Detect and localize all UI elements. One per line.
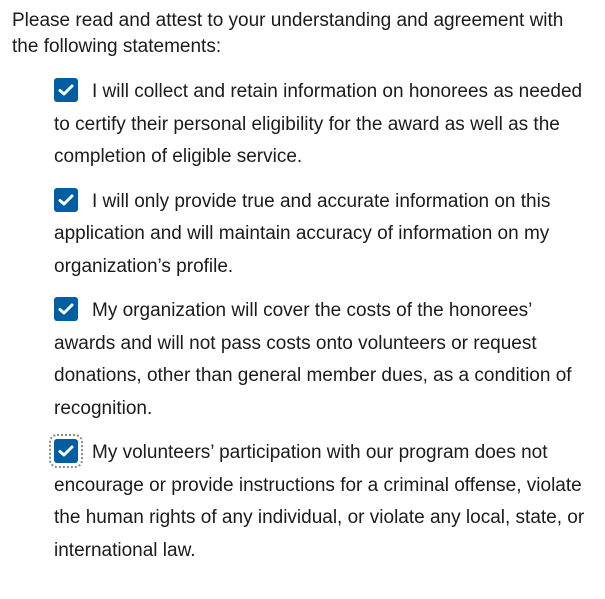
- attestation-intro: Please read and attest to your understanding and agreement with the following statements:: [12, 10, 564, 57]
- checkmark-icon: [58, 302, 74, 316]
- checkmark-icon: [58, 444, 74, 458]
- checkmark-icon: [58, 83, 74, 97]
- attest-checkbox-collect-info[interactable]: [54, 78, 78, 102]
- statement-item-collect-info: [54, 76, 593, 174]
- statement-item-accurate-info: [54, 186, 593, 284]
- statement-list: [54, 76, 593, 567]
- statement-label: My organization will cover the costs of the honorees’ awards and will not pass costs onto volunteers or request donations, other than general member dues, as a condition of recognition.: [54, 300, 572, 419]
- statement-item-lawful-participation: [54, 437, 593, 567]
- statement-label: My volunteers’ participation with our program does not encourage or provide instructions for a criminal offense, violate the human rights of any individual, or violate any local, state, or international law.: [54, 442, 585, 561]
- statement-label: I will collect and retain information on honorees as needed to certify their personal eligibility for the award as well as the completion of eligible service.: [54, 81, 583, 167]
- attest-checkbox-accurate-info[interactable]: [54, 188, 78, 212]
- attest-checkbox-cover-costs[interactable]: [54, 297, 78, 321]
- attest-checkbox-lawful-participation[interactable]: [54, 439, 78, 463]
- statement-item-cover-costs: [54, 295, 593, 425]
- checkmark-icon: [58, 193, 74, 207]
- statement-label: I will only provide true and accurate information on this application and will maintain accuracy of information on my organization’s profile.: [54, 190, 551, 277]
